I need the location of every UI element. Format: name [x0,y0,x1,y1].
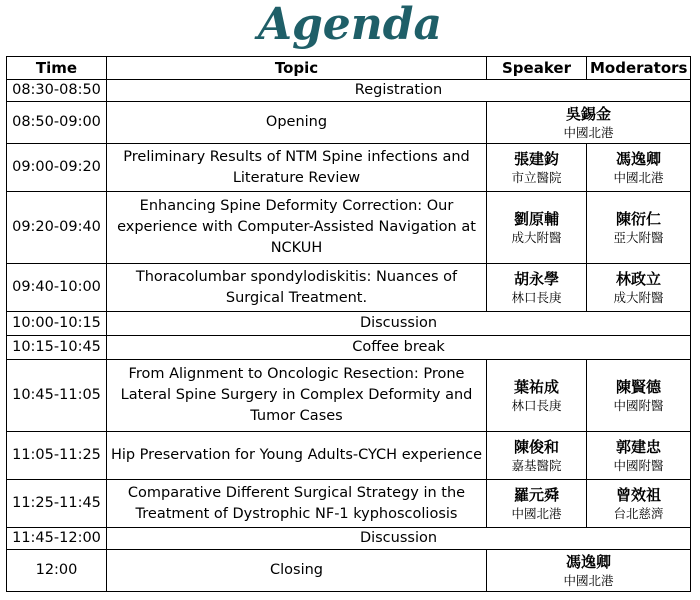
topic-cell: Enhancing Spine Deformity Correction: Our experience with Computer-Assisted Navigation at NCKUH [107,192,487,264]
header-topic: Topic [107,57,487,80]
table-row [7,432,691,480]
agenda-table [6,56,691,592]
time-cell: 10:00-10:15 [7,312,107,336]
moderator-cell [587,360,691,432]
table-row [7,550,691,592]
speaker-name: 羅元舜 [513,486,559,504]
topic-cell: Discussion [107,312,691,336]
header-speaker: Speaker [487,57,587,80]
time-cell: 11:05-11:25 [7,432,107,480]
time-cell: 11:45-12:00 [7,528,107,550]
moderator-cell [587,432,691,480]
speaker-cell [487,192,587,264]
table-row [7,360,691,432]
time-cell: 12:00 [7,550,107,592]
speaker-cell [487,264,587,312]
speaker-cell [487,102,691,144]
header-row [7,57,691,80]
speaker-affiliation: 中國北港 [563,125,614,140]
speaker-cell [487,360,587,432]
table-row [7,144,691,192]
time-cell: 10:15-10:45 [7,336,107,360]
speaker-affiliation: 中國北港 [511,506,562,521]
speaker-affiliation: 中國北港 [563,573,614,588]
speaker-affiliation: 成大附醫 [511,230,562,245]
header-moderators: Moderators [587,57,691,80]
topic-cell: Closing [107,550,487,592]
table-row [7,192,691,264]
speaker-affiliation: 嘉基醫院 [511,458,562,473]
moderator-cell [587,264,691,312]
moderator-affiliation: 中國附醫 [613,398,664,413]
speaker-cell [487,480,587,528]
table-row [7,264,691,312]
speaker-cell [487,432,587,480]
moderator-name: 陳賢德 [615,378,661,396]
moderator-affiliation: 成大附醫 [613,290,664,305]
topic-cell: Coffee break [107,336,691,360]
topic-cell: From Alignment to Oncologic Resection: Prone Lateral Spine Surgery in Complex Deformity and Tumor Cases [107,360,487,432]
topic-cell: Opening [107,102,487,144]
speaker-name: 吳錫金 [565,105,611,123]
topic-cell: Hip Preservation for Young Adults-CYCH experience [107,432,487,480]
page-title: Agenda [257,0,443,50]
moderator-name: 林政立 [615,270,661,288]
table-row [7,336,691,360]
speaker-affiliation: 市立醫院 [511,170,562,185]
moderator-affiliation: 亞大附醫 [613,230,664,245]
speaker-name: 陳俊和 [513,438,559,456]
header-time: Time [7,57,107,80]
time-cell: 11:25-11:45 [7,480,107,528]
topic-cell: Discussion [107,528,691,550]
time-cell: 09:40-10:00 [7,264,107,312]
speaker-affiliation: 林口長庚 [511,398,562,413]
moderator-name: 馮逸卿 [615,150,661,168]
moderator-affiliation: 中國北港 [613,170,664,185]
moderator-affiliation: 中國附醫 [613,458,664,473]
speaker-affiliation: 林口長庚 [511,290,562,305]
speaker-name: 劉原輔 [513,210,559,228]
table-row [7,102,691,144]
speaker-name: 馮逸卿 [565,553,611,571]
time-cell: 08:50-09:00 [7,102,107,144]
moderator-cell [587,480,691,528]
topic-cell: Preliminary Results of NTM Spine infections and Literature Review [107,144,487,192]
moderator-cell [587,144,691,192]
time-cell: 09:20-09:40 [7,192,107,264]
speaker-name: 張建鈞 [513,150,559,168]
table-row [7,480,691,528]
moderator-name: 郭建忠 [615,438,661,456]
time-cell: 09:00-09:20 [7,144,107,192]
topic-cell: Thoracolumbar spondylodiskitis: Nuances of Surgical Treatment. [107,264,487,312]
topic-cell: Comparative Different Surgical Strategy in the Treatment of Dystrophic NF-1 kyphoscoliosis [107,480,487,528]
speaker-cell [487,144,587,192]
table-row [7,80,691,102]
topic-cell: Registration [107,80,691,102]
table-row [7,312,691,336]
moderator-name: 曾效祖 [615,486,661,504]
table-row [7,528,691,550]
speaker-name: 胡永學 [513,270,559,288]
moderator-cell [587,192,691,264]
time-cell: 08:30-08:50 [7,80,107,102]
speaker-cell [487,550,691,592]
moderator-name: 陳衍仁 [615,210,661,228]
speaker-name: 葉祐成 [513,378,559,396]
moderator-affiliation: 台北慈濟 [613,506,664,521]
time-cell: 10:45-11:05 [7,360,107,432]
